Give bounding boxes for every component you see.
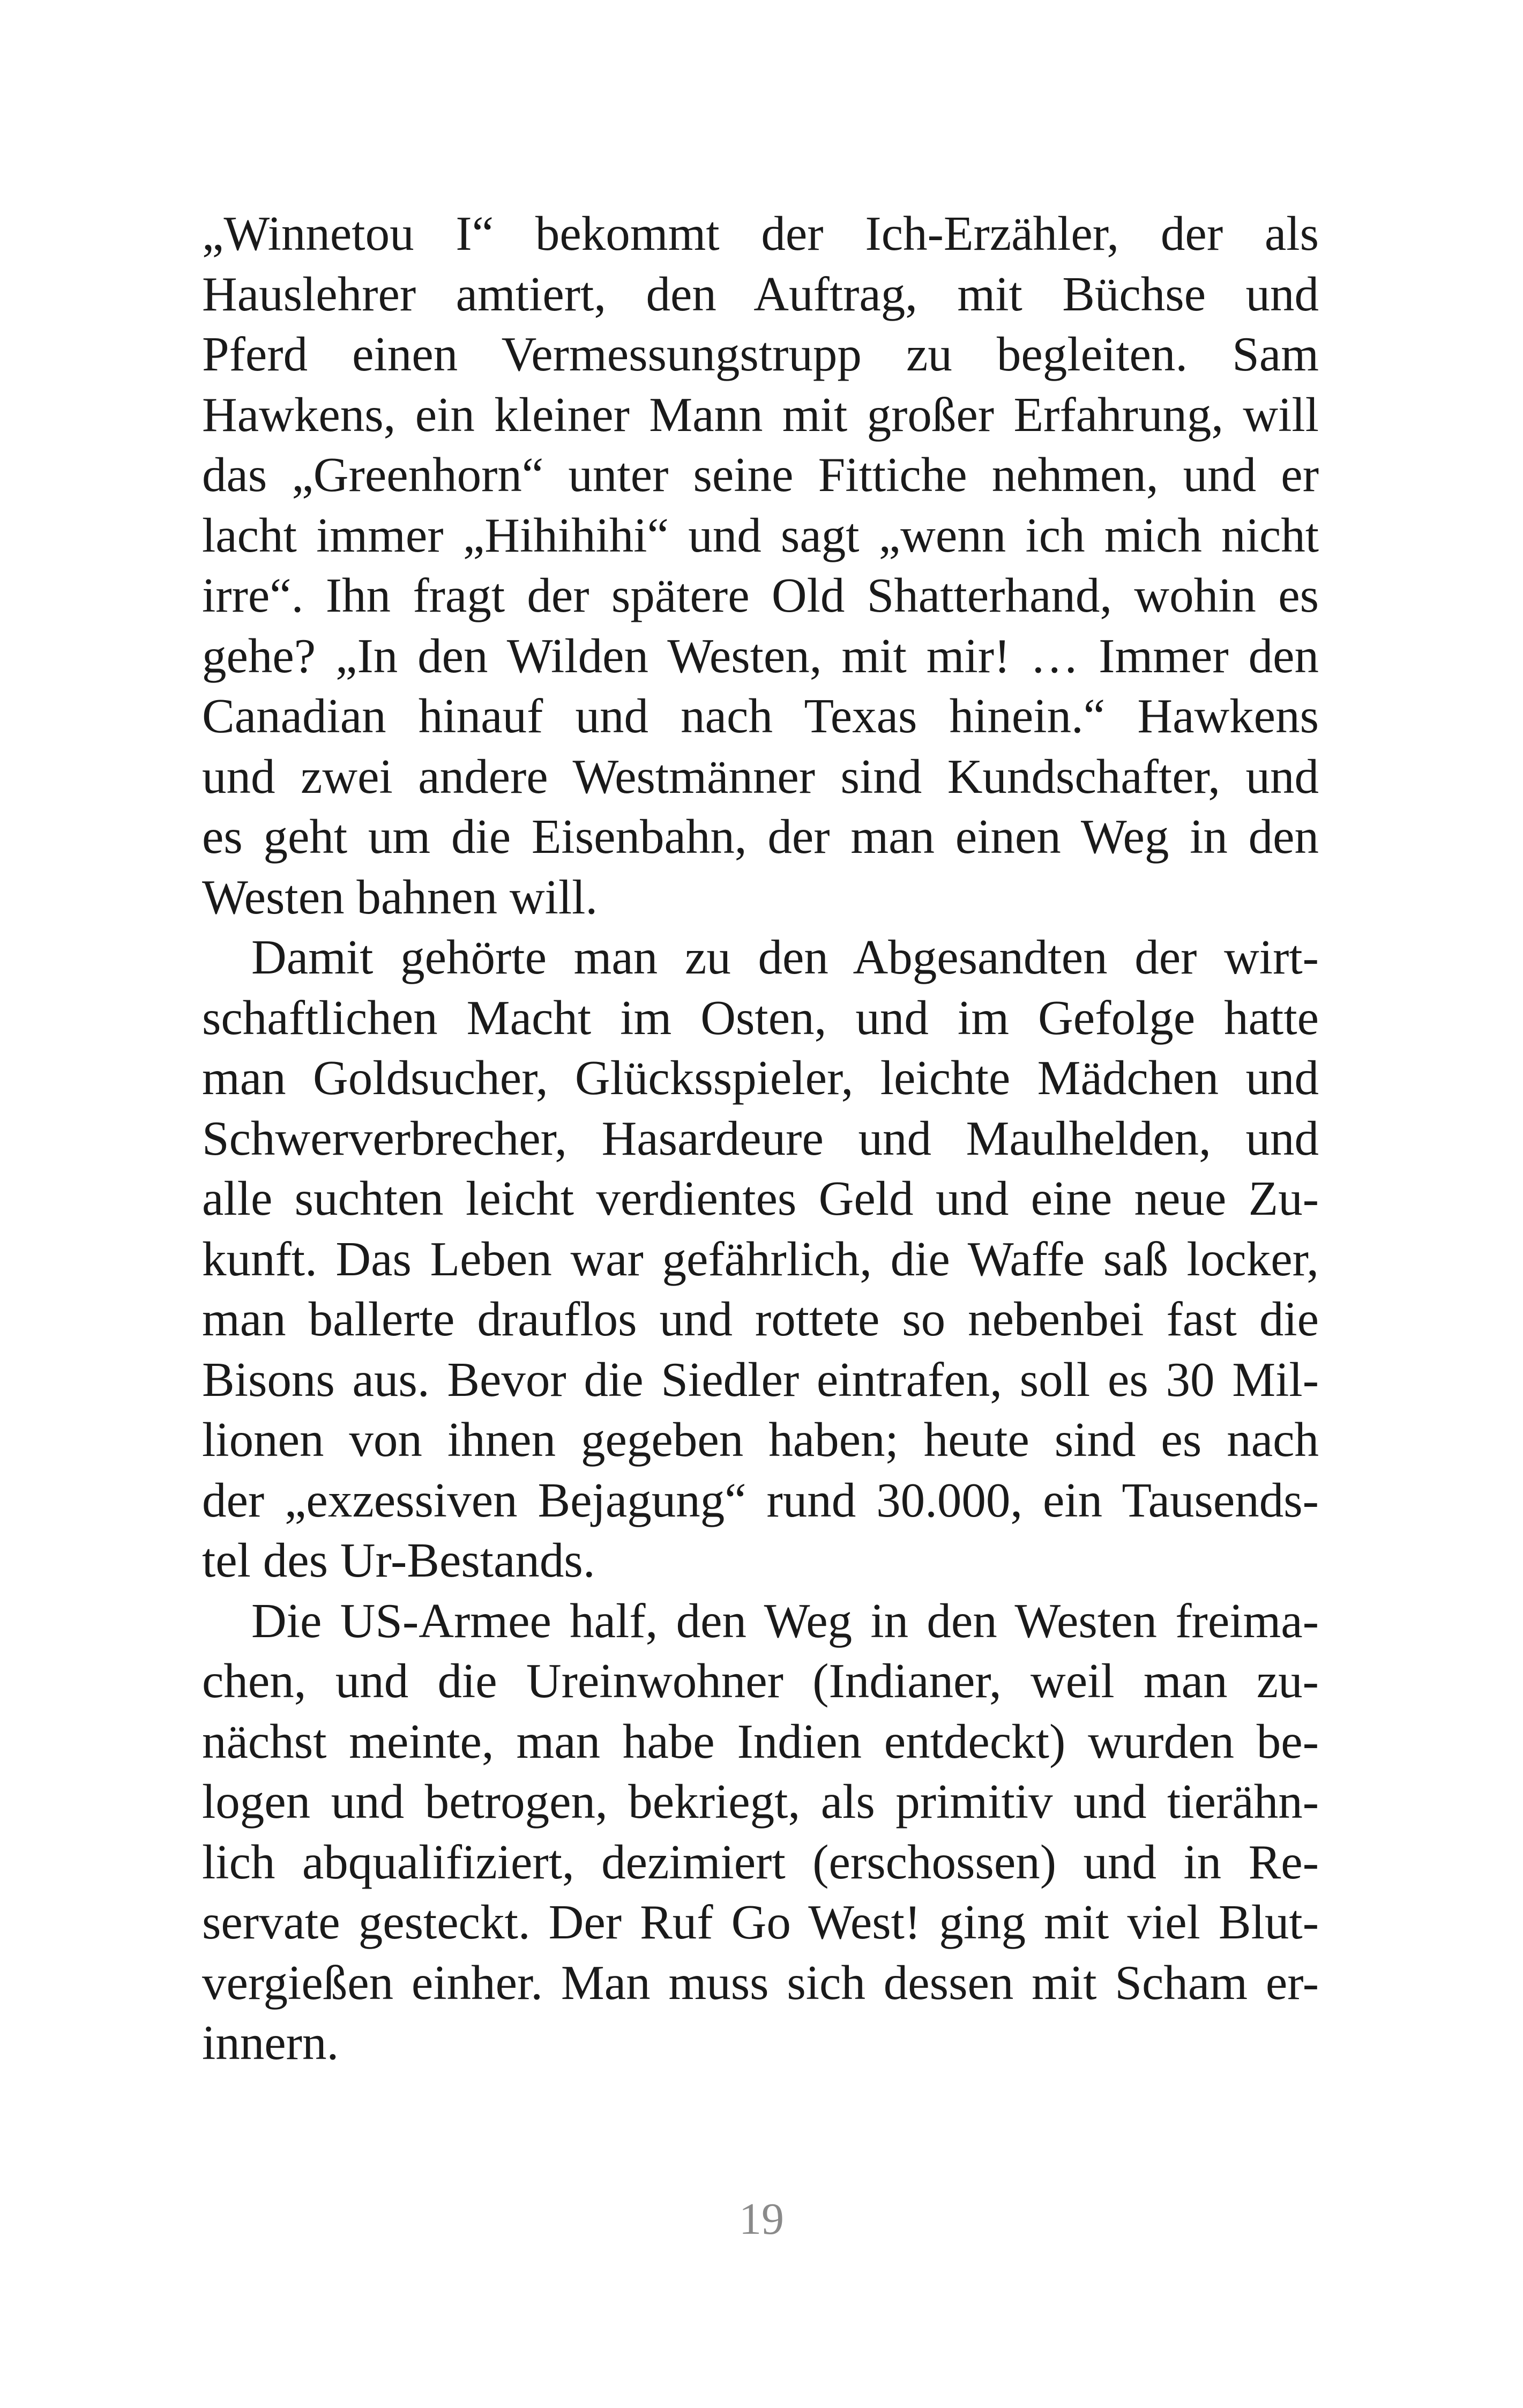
text-line: der „exzessiven Bejagung“ rund 30.000, ein Tausends- <box>202 1473 1319 1527</box>
text-line: Pferd einen Vermessungstrupp zu begleiten. Sam <box>202 327 1319 381</box>
body-text <box>202 204 1319 2073</box>
text-line: Hauslehrer amtiert, den Auftrag, mit Büchse und <box>202 266 1319 321</box>
text-line: lacht immer „Hihihihi“ und sagt „wenn ich mich nicht <box>202 508 1319 562</box>
text-line: Bisons aus. Bevor die Siedler eintrafen, soll es 30 Mil- <box>202 1352 1319 1407</box>
text-line: kunft. Das Leben war gefährlich, die Waffe saß locker, <box>202 1231 1319 1286</box>
text-line: Die US-Armee half, den Weg in den Westen freima- <box>251 1593 1319 1648</box>
text-line: vergießen einher. Man muss sich dessen mit Scham er- <box>202 1955 1319 2010</box>
text-line: logen und betrogen, bekriegt, als primitiv und tierähn- <box>202 1774 1319 1829</box>
text-line: Schwerverbrecher, Hasardeure und Maulhelden, und <box>202 1111 1319 1165</box>
text-line: und zwei andere Westmänner sind Kundschafter, und <box>202 749 1319 804</box>
text-line: nächst meinte, man habe Indien entdeckt) wurden be- <box>202 1714 1319 1768</box>
paragraph-1 <box>202 204 1319 927</box>
text-line: man Goldsucher, Glücksspieler, leichte Mädchen und <box>202 1051 1319 1105</box>
text-line: Canadian hinauf und nach Texas hinein.“ Hawkens <box>202 689 1319 743</box>
text-line: chen, und die Ureinwohner (Indianer, weil man zu- <box>202 1654 1319 1708</box>
text-line: lich abqualifiziert, dezimiert (erschossen) und in Re- <box>202 1834 1319 1889</box>
paragraph-2 <box>202 927 1319 1591</box>
text-line: Hawkens, ein kleiner Mann mit großer Erfahrung, will <box>202 387 1319 442</box>
text-line: Westen bahnen will. <box>202 869 598 924</box>
text-line: gehe? „In den Wilden Westen, mit mir! … Immer den <box>202 628 1319 683</box>
text-line: irre“. Ihn fragt der spätere Old Shatterhand, wohin es <box>202 568 1319 622</box>
text-line: schaftlichen Macht im Osten, und im Gefolge hatte <box>202 990 1319 1045</box>
paragraph-3 <box>202 1591 1319 2073</box>
text-line: servate gesteckt. Der Ruf Go West! ging mit viel Blut- <box>202 1895 1319 1949</box>
text-line: „Winnetou I“ bekommt der Ich-Erzähler, der als <box>202 206 1319 261</box>
text-line: es geht um die Eisenbahn, der man einen Weg in den <box>202 809 1319 864</box>
text-line: alle suchten leicht verdientes Geld und eine neue Zu- <box>202 1171 1319 1225</box>
text-line: Damit gehörte man zu den Abgesandten der wirt- <box>251 930 1319 984</box>
text-line: tel des Ur-Bestands. <box>202 1533 595 1587</box>
text-line: man ballerte drauflos und rottete so nebenbei fast die <box>202 1292 1319 1346</box>
text-line: lionen von ihnen gegeben haben; heute sind es nach <box>202 1413 1319 1467</box>
text-line: das „Greenhorn“ unter seine Fittiche nehmen, und er <box>202 448 1319 502</box>
page-number: 19 <box>739 2194 784 2244</box>
text-line: innern. <box>202 2016 339 2070</box>
